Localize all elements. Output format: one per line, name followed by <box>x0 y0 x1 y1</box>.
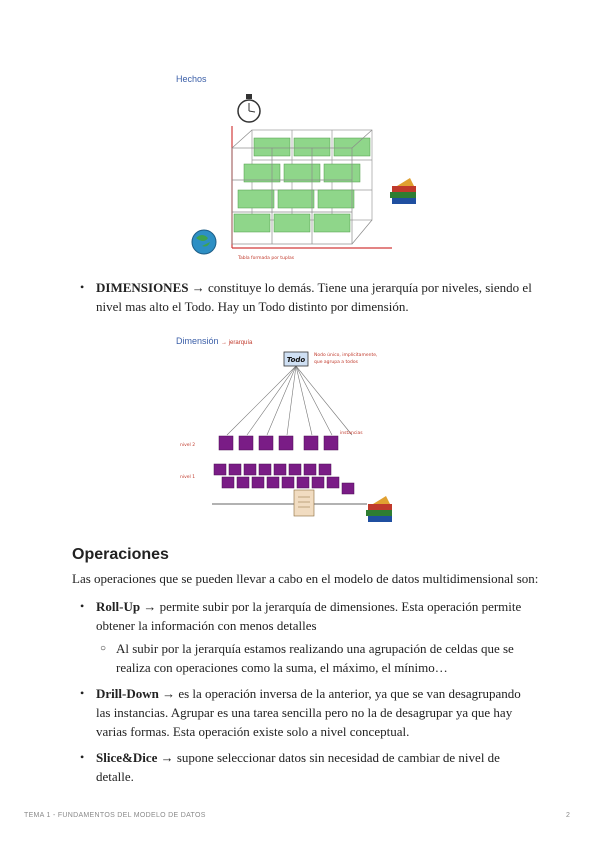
rollup-text: → permite subir por la jerarquía de dimensiones. Esta operación permite obtener la información con menos detalles <box>96 599 522 633</box>
globe-icon <box>192 230 216 254</box>
instances-note: instancias <box>340 431 363 436</box>
operaciones-heading: Operaciones <box>72 546 169 563</box>
footer-title: TEMA 1 - FUNDAMENTOS DEL MODELO DE DATOS <box>24 812 206 819</box>
slicedice-text: → supone seleccionar datos sin necesidad de cambiar de nivel de detalle. <box>96 750 500 784</box>
books-icon <box>366 496 392 522</box>
list-item-rollup-sub: ○ Al subir por la jerarquía estamos realizando una agrupación de celdas que se realiza con operaciones como la suma, el máximo, el mínimo… <box>96 639 532 677</box>
dimension-figure-title <box>176 336 252 346</box>
dimension-title-text: Dimensión <box>176 336 219 346</box>
operaciones-intro: Las operaciones que se pueden llevar a cabo en el modelo de datos multidimensional son: <box>72 571 539 586</box>
hechos-figure <box>172 68 428 263</box>
page-number: 2 <box>566 812 570 819</box>
list-item-rollup <box>72 597 532 677</box>
drilldown-text: → es la operación inversa de la anterior, ya que se van desagrupando las instancias. Agrupar es una tarea sencilla pero no la de desagrupar ya que hay varias formas. Esta operación existe solo a nivel conceptual. <box>96 686 521 739</box>
list-item-slicedice <box>72 748 532 786</box>
dimensiones-term: DIMENSIONES <box>96 280 189 295</box>
books-icon <box>390 178 416 204</box>
level1-label: nivel 1 <box>180 475 196 480</box>
list-item-drilldown <box>72 684 532 741</box>
level2-label: nivel 2 <box>180 443 196 448</box>
todo-label: Todo <box>286 356 306 364</box>
dimension-title-note: → jerarquía <box>221 340 253 346</box>
dimension-figure <box>172 332 428 527</box>
list-item-dimensiones <box>72 278 532 316</box>
operaciones-list <box>72 597 532 793</box>
hechos-figure-title: Hechos <box>176 74 207 84</box>
todo-note-line2: que agrupa a todos <box>314 360 358 365</box>
dimensiones-text: → constituye lo demás. Tiene una jerarquía por niveles, siendo el nivel mas alto el Todo. Hay un Todo distinto por dimensión. <box>96 280 532 314</box>
axis-note: Tabla formada por tuplas <box>238 256 295 261</box>
todo-note-line1: Nodo único, implícitamente, <box>314 353 378 358</box>
rollup-sublist <box>96 639 532 677</box>
stopwatch-icon <box>238 94 260 122</box>
dimension-hierarchy-diagram <box>172 332 428 527</box>
calendar-icon <box>294 490 314 516</box>
dimensiones-list <box>72 278 532 323</box>
rollup-term: Roll-Up <box>96 599 141 614</box>
drilldown-term: Drill-Down <box>96 686 159 701</box>
slicedice-term: Slice&Dice <box>96 750 158 765</box>
hechos-cube-diagram <box>172 68 428 263</box>
